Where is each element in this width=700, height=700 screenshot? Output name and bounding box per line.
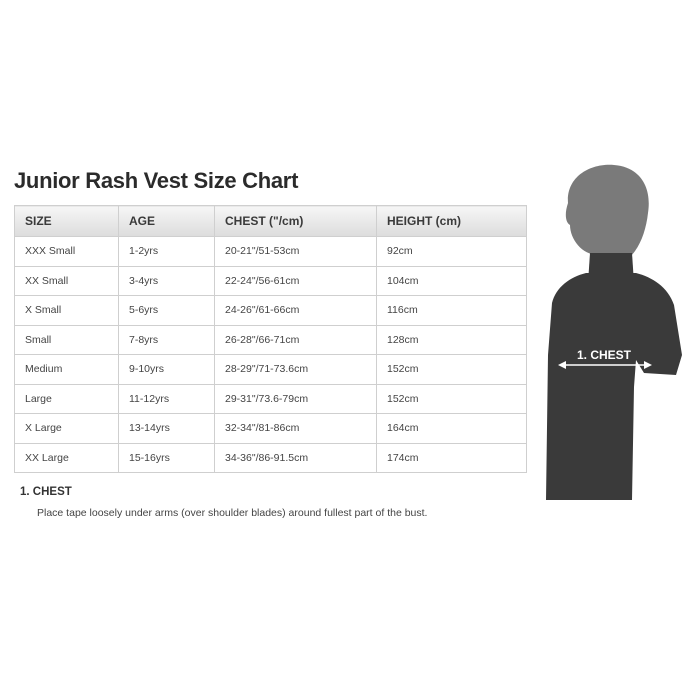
table-row <box>15 443 527 473</box>
cell-size: Large <box>15 384 119 414</box>
cell-chest: 32-34"/81-86cm <box>215 414 377 444</box>
size-chart-table <box>14 205 527 473</box>
cell-size: Small <box>15 325 119 355</box>
note-text: Place tape loosely under arms (over shoulder blades) around fullest part of the bust. <box>37 507 428 519</box>
cell-chest: 26-28"/66-71cm <box>215 325 377 355</box>
cell-age: 1-2yrs <box>119 237 215 267</box>
cell-age: 11-12yrs <box>119 384 215 414</box>
cell-age: 7-8yrs <box>119 325 215 355</box>
size-table-container <box>14 205 526 473</box>
note-heading: 1. CHEST <box>20 486 72 498</box>
cell-age: 13-14yrs <box>119 414 215 444</box>
cell-size: X Large <box>15 414 119 444</box>
cell-size: XXX Small <box>15 237 119 267</box>
table-row <box>15 414 527 444</box>
cell-height: 164cm <box>377 414 527 444</box>
cell-chest: 29-31"/73.6-79cm <box>215 384 377 414</box>
cell-height: 116cm <box>377 296 527 326</box>
table-row <box>15 266 527 296</box>
cell-age: 9-10yrs <box>119 355 215 385</box>
cell-height: 152cm <box>377 355 527 385</box>
header-height: HEIGHT (cm) <box>377 206 527 237</box>
mannequin-illustration <box>540 155 690 505</box>
chest-label: 1. CHEST <box>576 348 632 362</box>
cell-height: 104cm <box>377 266 527 296</box>
table-row <box>15 237 527 267</box>
cell-age: 15-16yrs <box>119 443 215 473</box>
table-row <box>15 325 527 355</box>
cell-chest: 34-36"/86-91.5cm <box>215 443 377 473</box>
cell-height: 128cm <box>377 325 527 355</box>
header-size: SIZE <box>15 206 119 237</box>
header-age: AGE <box>119 206 215 237</box>
page-title: Junior Rash Vest Size Chart <box>14 168 299 193</box>
cell-size: X Small <box>15 296 119 326</box>
cell-size: XX Small <box>15 266 119 296</box>
cell-height: 152cm <box>377 384 527 414</box>
table-header-row <box>15 206 527 237</box>
cell-size: Medium <box>15 355 119 385</box>
table-row <box>15 355 527 385</box>
cell-age: 5-6yrs <box>119 296 215 326</box>
table-row <box>15 296 527 326</box>
cell-height: 92cm <box>377 237 527 267</box>
cell-age: 3-4yrs <box>119 266 215 296</box>
table-row <box>15 384 527 414</box>
cell-chest: 22-24"/56-61cm <box>215 266 377 296</box>
cell-height: 174cm <box>377 443 527 473</box>
cell-chest: 20-21"/51-53cm <box>215 237 377 267</box>
mannequin-torso <box>546 273 682 500</box>
cell-chest: 28-29"/71-73.6cm <box>215 355 377 385</box>
cell-chest: 24-26"/61-66cm <box>215 296 377 326</box>
header-chest: CHEST ("/cm) <box>215 206 377 237</box>
chest-measurement-figure <box>540 155 690 505</box>
cell-size: XX Large <box>15 443 119 473</box>
